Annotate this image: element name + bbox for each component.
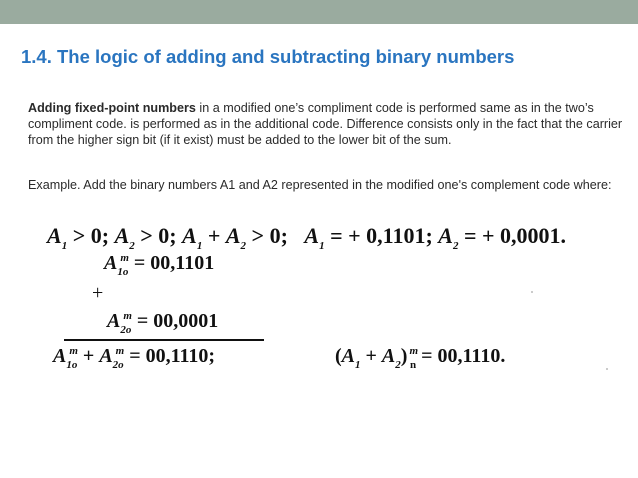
- paragraph-rest: in a modified one’s compliment code is performed same as in the two’s compliment code. is performed as in the additional code. Difference consists only in the fact that the carrier from the higher sign bit (if it exist) must be added to the lower bit of the sum.: [28, 101, 623, 148]
- paragraph-example: Example. Add the binary numbers A1 and A2 represented in the modified one's complement code where:: [28, 178, 612, 192]
- speck: [531, 291, 533, 293]
- paragraph-adding: [28, 100, 624, 149]
- paragraph-bold-lead: Adding fixed-point numbers: [28, 101, 196, 115]
- math-sum-line: $A_{1o}^m + A_{2o}^m = 00,1110$;: [53, 345, 216, 371]
- math-result-line: $(A_1 + A_2) ^m_n = 00,1110$.: [335, 345, 506, 371]
- math-a1o-line: $A_{1o}^m = 00,1101$: [104, 252, 215, 278]
- speck: [606, 368, 608, 370]
- top-bar: [0, 0, 638, 24]
- math-a2o-line: $A_{2o}^m = 00,0001$: [107, 310, 219, 336]
- slide-title: 1.4. The logic of adding and subtracting binary numbers: [21, 46, 515, 67]
- math-conditions-line: $A_1 > 0$; $A_2 > 0$; $A_1 + A_2 > 0$; $A_1$ = + 0,1101; $A_2$ = + 0,0001.: [47, 223, 567, 252]
- math-plus-sign: +: [92, 282, 104, 304]
- math-sum-rule: [64, 339, 264, 341]
